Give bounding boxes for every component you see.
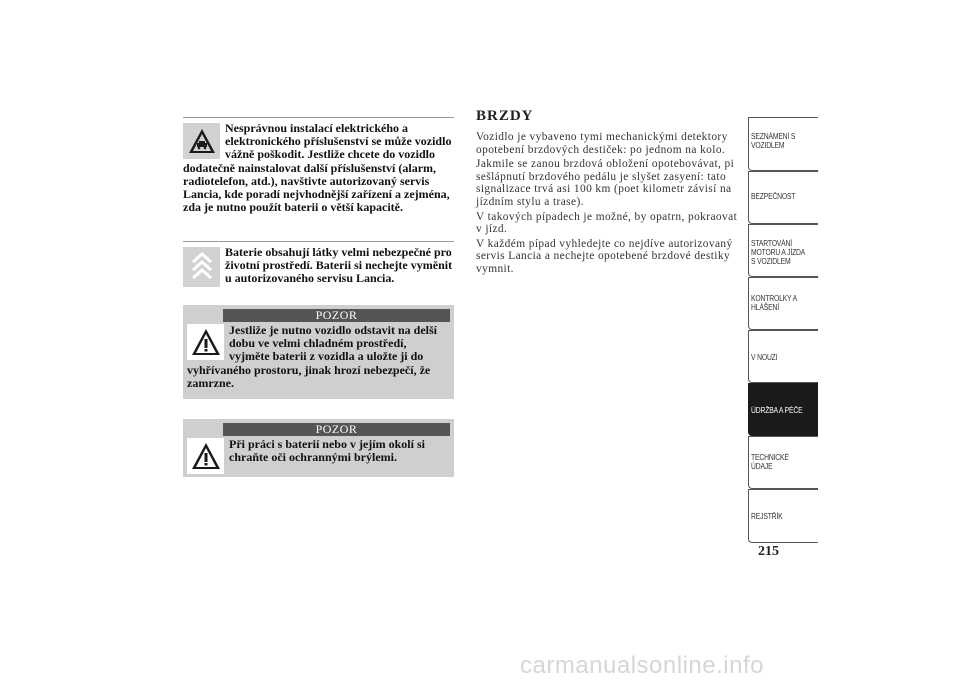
section-paragraph: Jakmile se zanou brzdová obložení opotebovávat, pi sešlápnutí brzdového pedálu je slyšet zasyení: tato signalizace trvá asi 100 km (poet kilometr závisí na jízdním stylu a trase). [476,158,735,208]
page-number: 215 [758,544,779,559]
tab-v-nouzi[interactable]: V NOUZI [748,330,818,383]
warning-text: Při práci s baterií nebo v jejím okolí si chraňte oči ochrannými brýlemi. [229,437,425,465]
warning-box-goggles [183,419,454,477]
section-title: BRZDY [476,108,534,124]
tab-rejstrik[interactable]: REJSTŘÍK [748,489,818,543]
section-paragraph: Vozidlo je vybaveno tymi mechanickými detektory opotebení brzdových destiček: po jednom na kolo. [476,131,728,156]
note-environment [183,241,454,287]
tab-udrzba[interactable]: ÚDRŽBA A PÉČE [748,383,818,436]
section-paragraph: V každém pípad vyhledejte co nejdíve autorizovaný servis Lancia a nechejte opotebené brzdové destiky vymnit. [476,237,733,275]
warning-header: POZOR [223,423,450,436]
tab-seznameni[interactable]: SEZNÁMENÍ S VOZIDLEM [748,117,818,171]
tab-bezpecnost[interactable]: BEZPEČNOST [748,171,818,224]
note-text: Nesprávnou instalací elektrického a elektronického příslušenství se může vozidlo vážně poškodit. Jestliže chcete do vozidlo dodatečně nainstalovat další příslušenství (alarm, radiotelefon, atd.), navštivte autorizovaný servis Lancia, kde poradí nejvhodnější zařízení a zejména, zda je nutno použít baterii o větší kapacitě. [183,121,452,215]
car-warning-icon [183,123,220,159]
tab-technicke[interactable]: TECHNICKÉ ÚDAJE [748,436,818,489]
warning-box-cold [183,305,454,399]
environment-chevron-icon [183,247,220,287]
warning-text: Jestliže je nutno vozidlo odstavit na delší dobu ve velmi chladném prostředí, vyjměte baterii z vozidla a uložte ji do vyhřívaného prostoru, jinak hrozí nebezpečí, že zamrzne. [187,323,438,390]
note-accessories [183,117,454,214]
brakes-section [476,108,741,278]
watermark: carmanualsonline.info [520,652,764,679]
tab-startovani[interactable]: STARTOVÁNÍ MOTORU A JÍZDA S VOZIDLEM [748,224,818,277]
warning-triangle-icon [187,324,224,360]
warning-triangle-icon [187,438,224,474]
divider [183,241,454,242]
warning-header: POZOR [223,309,450,322]
section-paragraph: V takových pípadech je možné, by opatrn, pokraovat v jízd. [476,210,738,236]
note-text: Baterie obsahují látky velmi nebezpečné pro životní prostředí. Baterii si nechejte vyměnit u autorizovaného servisu Lancia. [225,245,453,286]
divider [183,117,454,118]
tab-kontrolky[interactable]: KONTROLKY A HLÁŠENÍ [748,277,818,330]
